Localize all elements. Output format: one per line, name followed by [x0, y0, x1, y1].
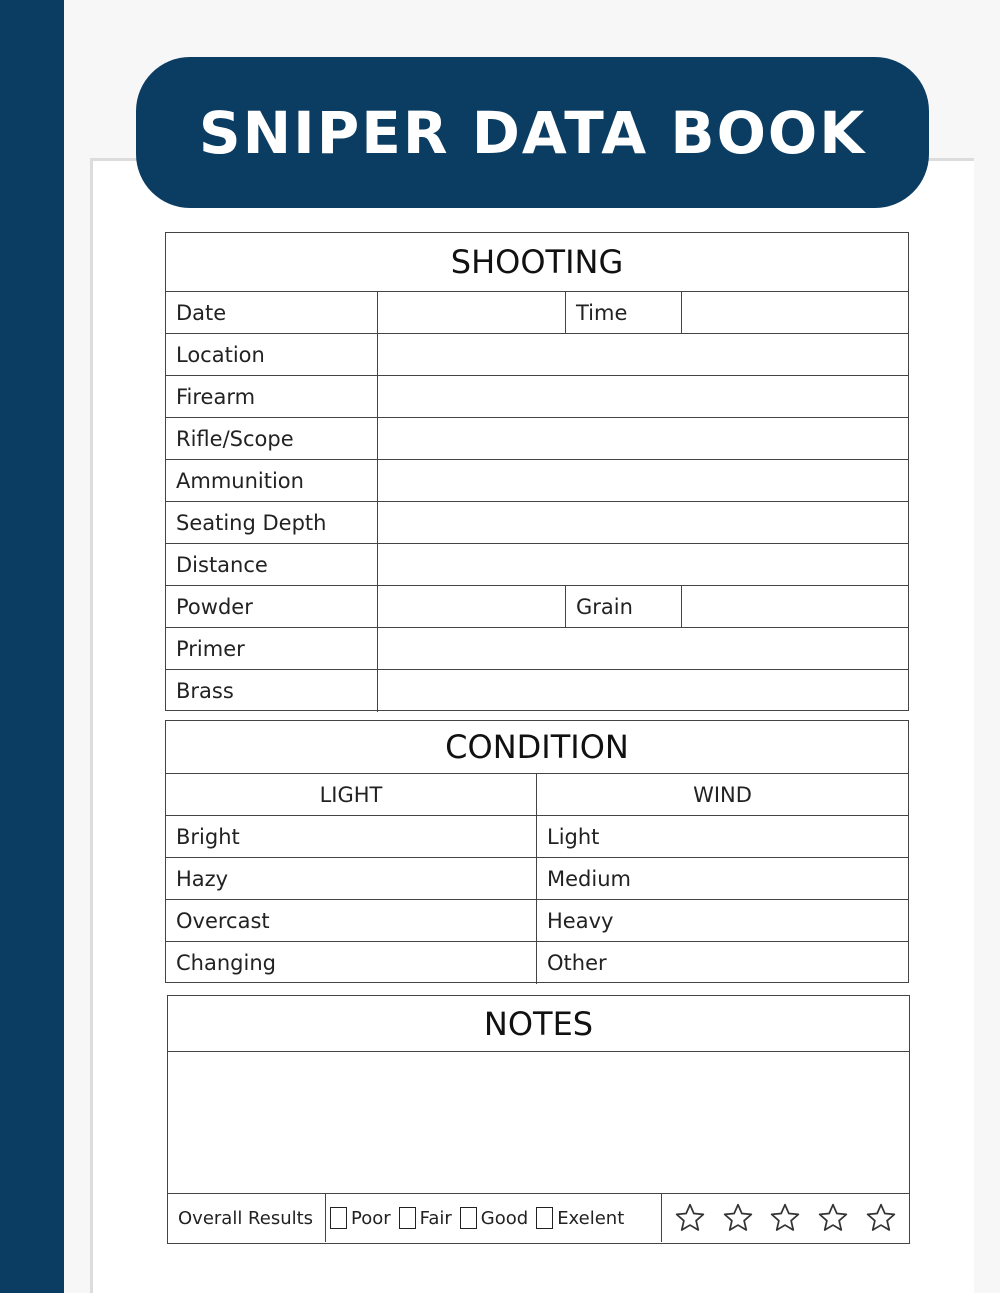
shooting-grid — [166, 292, 908, 712]
seating-depth-label: Seating Depth — [166, 502, 378, 544]
wind-option-heavy[interactable]: Heavy — [537, 900, 908, 942]
star-outline-icon[interactable] — [722, 1202, 754, 1234]
seating-depth-field[interactable] — [378, 502, 908, 544]
light-option-overcast[interactable]: Overcast — [166, 900, 537, 942]
wind-option-light[interactable]: Light — [537, 816, 908, 858]
primer-label: Primer — [166, 628, 378, 670]
location-field[interactable] — [378, 334, 908, 376]
poor-label: Poor — [351, 1207, 391, 1229]
location-label: Location — [166, 334, 378, 376]
date-label: Date — [166, 292, 378, 334]
powder-field[interactable] — [378, 586, 566, 628]
firearm-field[interactable] — [378, 376, 908, 418]
date-field[interactable] — [378, 292, 566, 334]
notes-field[interactable] — [168, 1052, 909, 1194]
overall-results-label: Overall Results — [168, 1194, 326, 1242]
light-option-bright[interactable]: Bright — [166, 816, 537, 858]
grain-field[interactable] — [682, 586, 908, 628]
rifle-scope-label: Rifle/Scope — [166, 418, 378, 460]
fair-checkbox[interactable] — [399, 1207, 416, 1229]
distance-label: Distance — [166, 544, 378, 586]
good-checkbox[interactable] — [460, 1207, 477, 1229]
ammunition-field[interactable] — [378, 460, 908, 502]
brass-label: Brass — [166, 670, 378, 712]
powder-label: Powder — [166, 586, 378, 628]
condition-heading: CONDITION — [166, 721, 908, 774]
star-outline-icon[interactable] — [674, 1202, 706, 1234]
overall-results-row — [168, 1194, 909, 1242]
option-good[interactable] — [460, 1207, 528, 1229]
wind-option-other[interactable]: Other — [547, 951, 607, 975]
light-header: LIGHT — [166, 774, 537, 816]
option-poor[interactable] — [330, 1207, 391, 1229]
primer-field[interactable] — [378, 628, 908, 670]
time-field[interactable] — [682, 292, 908, 334]
results-options — [326, 1194, 662, 1242]
light-option-hazy[interactable]: Hazy — [166, 858, 537, 900]
distance-field[interactable] — [378, 544, 908, 586]
poor-checkbox[interactable] — [330, 1207, 347, 1229]
brass-field[interactable] — [378, 670, 908, 712]
star-outline-icon[interactable] — [817, 1202, 849, 1234]
notes-heading: NOTES — [168, 996, 909, 1052]
ammunition-label: Ammunition — [166, 460, 378, 502]
option-excellent[interactable] — [536, 1207, 624, 1229]
star-outline-icon[interactable] — [865, 1202, 897, 1234]
book-spine — [0, 0, 64, 1293]
excellent-checkbox[interactable] — [536, 1207, 553, 1229]
firearm-label: Firearm — [166, 376, 378, 418]
notes-section — [167, 995, 910, 1244]
light-option-changing[interactable]: Changing — [166, 942, 537, 984]
wind-header: WIND — [537, 774, 908, 816]
title-banner — [136, 57, 929, 208]
shooting-heading: SHOOTING — [166, 233, 908, 292]
wind-option-medium[interactable]: Medium — [537, 858, 908, 900]
page-title: SNIPER DATA BOOK — [198, 98, 867, 167]
grain-label: Grain — [566, 586, 682, 628]
good-label: Good — [480, 1207, 529, 1229]
time-label: Time — [566, 292, 682, 334]
rifle-scope-field[interactable] — [378, 418, 908, 460]
condition-grid — [166, 774, 908, 984]
shooting-section — [165, 232, 909, 711]
star-outline-icon[interactable] — [769, 1202, 801, 1234]
option-fair[interactable] — [399, 1207, 452, 1229]
star-rating — [662, 1194, 909, 1242]
fair-label: Fair — [419, 1207, 452, 1229]
condition-section — [165, 720, 909, 983]
excellent-label: Exelent — [557, 1207, 625, 1229]
